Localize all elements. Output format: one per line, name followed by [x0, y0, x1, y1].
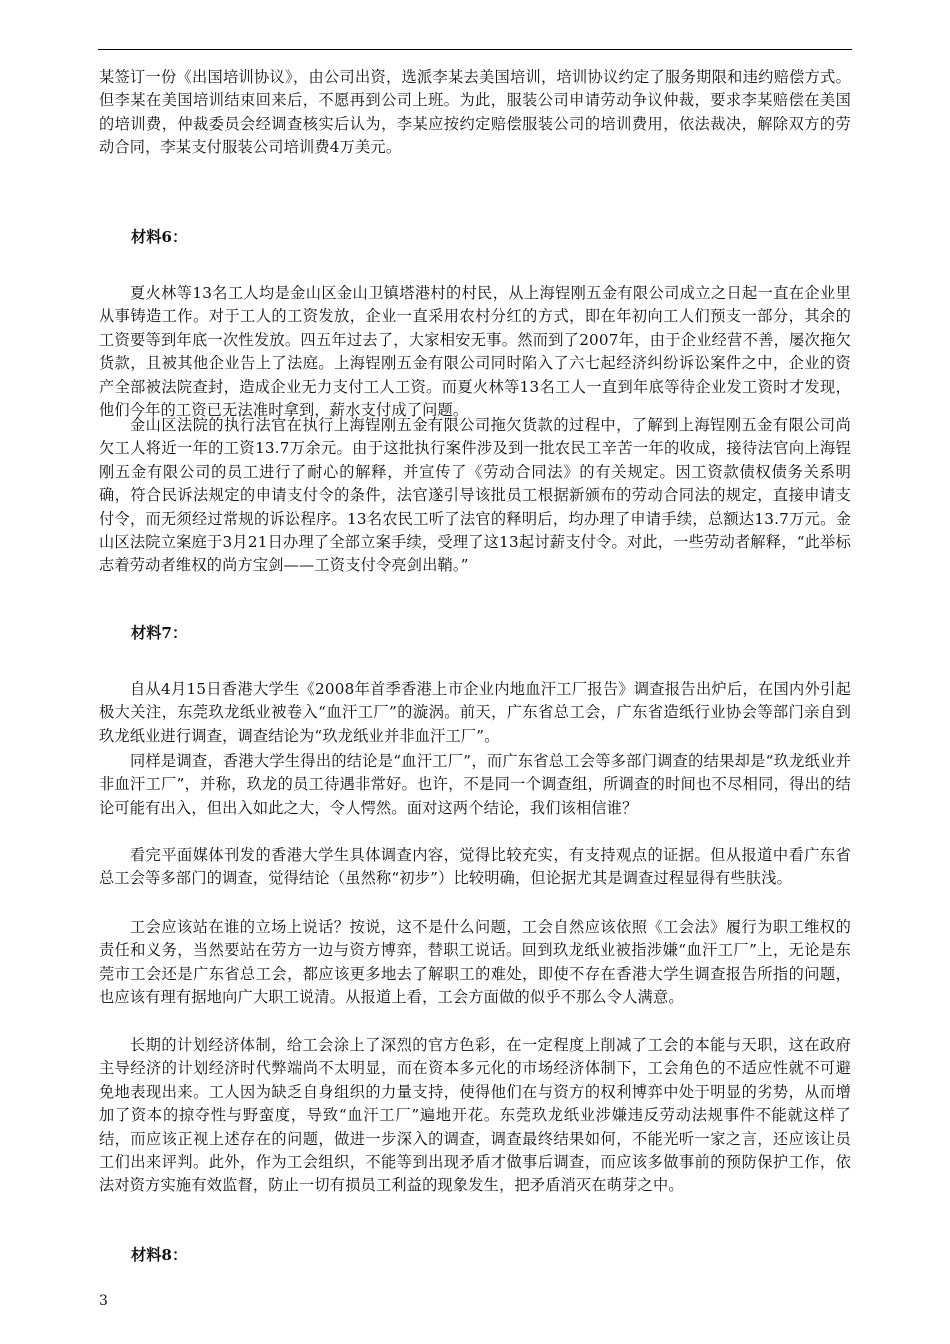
material-7-paragraph-2: 同样是调查，香港大学生得出的结论是“血汗工厂”，而广东省总工会等多部门调查的结果却是“玖龙纸业并非血汗工厂”，并称，玖龙的员工待遇非常好。也许，不是同一个调查组，所调查的时间也不尽相同，得出的结论可能有出入，但出入如此之大，令人愕然。面对这两个结论，我们该相信谁？ [99, 752, 851, 817]
material-6-heading: 材料6： [131, 228, 188, 246]
material-8-heading: 材料8： [131, 1246, 188, 1264]
page-number: 3 [99, 1293, 108, 1309]
material-7-heading: 材料7： [131, 624, 188, 642]
material-7-paragraph-5: 长期的计划经济体制，给工会涂上了深烈的官方色彩，在一定程度上削减了工会的本能与天职，这在政府主导经济的计划经济时代弊端尚不太明显，而在资本多元化的市场经济体制下，工会角色的不适应性就不可避免地表现出来。工人因为缺乏自身组织的力量支持，使得他们在与资方的权利博弈中处于明显的劣势，从而增加了资本的掠夺性与野蛮度，导致“血汗工厂”遍地开花。东莞玖龙纸业涉嫌违反劳动法规事件不能就这样了结，而应该正视上述存在的问题，做进一步深入的调查，调查最终结果如何，不能光听一家之言，还应该让员工们出来评判。此外，作为工会组织，不能等到出现矛盾才做事后调查，而应该多做事前的预防保护工作，依法对资方实施有效监督，防止一切有损员工利益的现象发生，把矛盾消灭在萌芽之中。 [99, 1036, 851, 1195]
material-6-paragraph-1: 夏火林等13名工人均是金山区金山卫镇塔港村的村民，从上海锃刚五金有限公司成立之日起一直在企业里从事铸造工作。对于工人的工资发放，企业一直采用农村分红的方式，即在年初向工人们预支一部分，其余的工资要等到年底一次性发放。四五年过去了，大家相安无事。然而到了2007年，由于企业经营不善，屡次拖欠货款，且被其他企业告上了法庭。上海锃刚五金有限公司同时陷入了六七起经济纠纷诉讼案件之中，企业的资产全部被法院查封，造成企业无力支付工人工资。而夏火林等13名工人一直到年底等待企业发工资时才发现，他们今年的工资已无法准时拿到，薪水支付成了问题。 [99, 284, 851, 420]
material-6-paragraph-2: 金山区法院的执行法官在执行上海锃刚五金有限公司拖欠货款的过程中，了解到上海锃刚五金有限公司尚欠工人将近一年的工资13.7万余元。由于这批执行案件涉及到一批农民工辛苦一年的收成，接待法官向上海锃刚五金有限公司的员工进行了耐心的解释，并宣传了《劳动合同法》的有关规定。因工资款债权债务关系明确，符合民诉法规定的申请支付令的条件，法官遂引导该批员工根据新颁布的劳动合同法的规定，直接申请支付令，而无须经过常规的诉讼程序。13名农民工听了法官的释明后，均办理了申请手续，总额达13.7万元。金山区法院立案庭于3月21日办理了全部立案手续，受理了这13起讨薪支付令。对此，一些劳动者解释，“此举标志着劳动者维权的尚方宝剑——工资支付令亮剑出鞘。” [99, 416, 851, 575]
material-7-paragraph-1: 自从4月15日香港大学生《2008年首季香港上市企业内地血汗工厂报告》调查报告出炉后，在国内外引起极大关注，东莞玖龙纸业被卷入“血汗工厂”的漩涡。前天，广东省总工会，广东省造纸行业协会等部门亲自到玖龙纸业进行调查，调查结论为“玖龙纸业并非血汗工厂”。 [99, 680, 851, 745]
intro-paragraph: 某签订一份《出国培训协议》，由公司出资，选派李某去美国培训，培训协议约定了服务期限和违约赔偿方式。但李某在美国培训结束回来后，不愿再到公司上班。为此，服装公司申请劳动争议仲裁，要求李某赔偿在美国的培训费，仲裁委员会经调查核实后认为，李某应按约定赔偿服装公司的培训费用，依法裁决，解除双方的劳动合同，李某支付服装公司培训费4万美元。 [99, 68, 851, 157]
material-7-paragraph-3: 看完平面媒体刊发的香港大学生具体调查内容，觉得比较充实，有支持观点的证据。但从报道中看广东省总工会等多部门的调查，觉得结论（虽然称“初步”）比较明确，但论据尤其是调查过程显得有些肤浅。 [99, 846, 851, 888]
material-7-paragraph-4: 工会应该站在谁的立场上说话？按说，这不是什么问题，工会自然应该依照《工会法》履行为职工维权的责任和义务，当然要站在劳方一边与资方博弈，替职工说话。回到玖龙纸业被指涉嫌“血汗工厂”上，无论是东莞市工会还是广东省总工会，都应该更多地去了解职工的难处，即使不存在香港大学生调查报告所指的问题，也应该有理有据地向广大职工说清。从报道上看，工会方面做的似乎不那么令人满意。 [99, 918, 851, 1007]
header-rule [98, 49, 852, 50]
